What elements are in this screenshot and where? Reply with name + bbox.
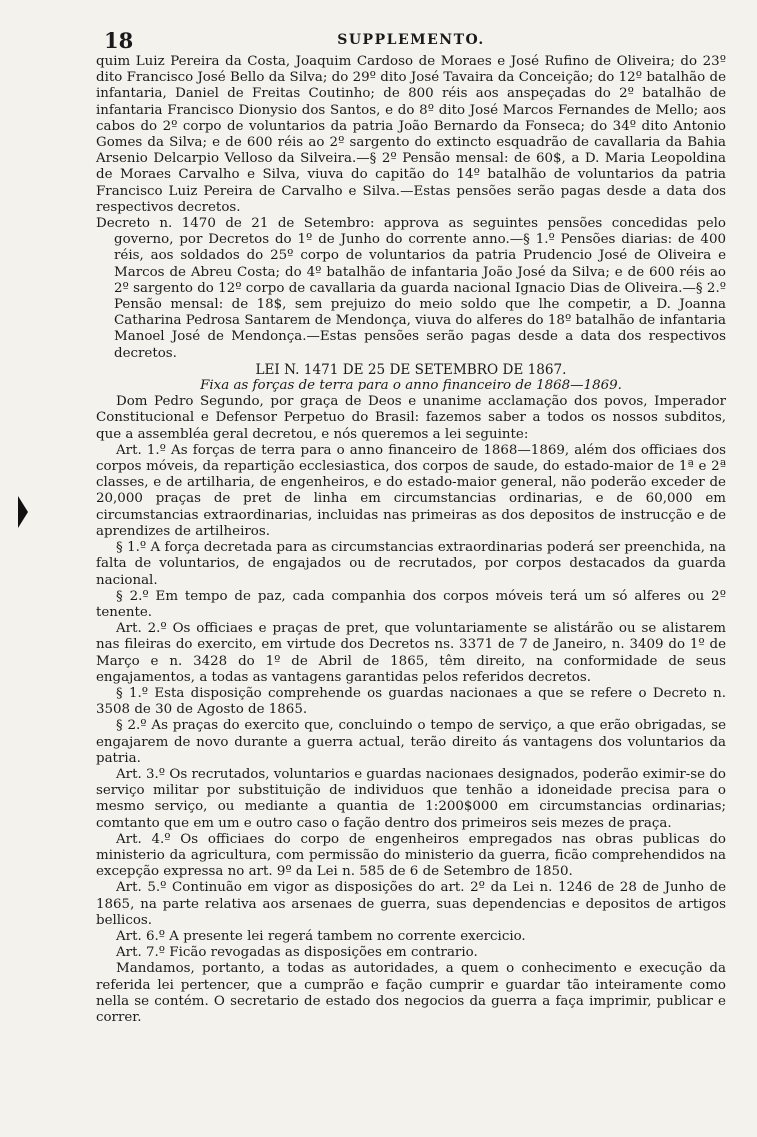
law-title: LEI N. 1471 DE 25 DE SETEMBRO DE 1867. [255,361,567,378]
paragraph-art-2-par-1: § 1.º Esta disposição comprehende os guardas nacionaes a que se refere o Decreto n. 3508 de 30 de Agosto de 1865. [96,685,726,718]
paragraph-art-1-par-2: § 2.º Em tempo de paz, cada companhia dos corpos móveis terá um só alferes ou 2º tenente. [96,588,726,620]
paragraph-closing: Mandamos, portanto, a todas as autoridades, a quem o conhecimento e execução da referida lei pertencer, que a cumprão e fação cumprir e guardar tão inteiramente como nella se contém. O secretario de estado dos negocios da guerra a faça imprimir, publicar e correr. [96,961,726,1025]
paragraph-art-6: Art. 6.º A presente lei regerá tambem no corrente exercicio. [116,928,526,944]
page-header [96,28,726,54]
paragraph-art-2-par-2: § 2.º As praças do exercito que, concluindo o tempo de serviço, a que erão obrigadas, se engajarem de novo durante a guerra actual, terão direito ás vantagens dos voluntarios da patria. [96,718,726,766]
law-ementa: Fixa as forças de terra para o anno financeiro de 1868—1869. [200,378,622,394]
paragraph-decreto-1470: Decreto n. 1470 de 21 de Setembro: approva as seguintes pensões concedidas pelo governo, por Decretos do 1º de Junho do corrente anno.—§ 1.º Pensões diarias: de 400 réis, aos soldados do 25º corpo de voluntarios da patria Prudencio José de Oliveira e Marcos de Abreu Costa; do 4º batalhão de infantaria João José da Silva; e de 600 réis ao 2º sargento do 12º corpo de cavallaria da guarda nacional Ignacio Dias de Oliveira.—§ 2.º Pensão mensal: de 18$, sem prejuizo do meio soldo que lhe competir, a D. Joanna Catharina Pedrosa Santarem de Mendonça, viuva do alferes do 18º batalhão de infantaria Manoel José de Mendonça.—Estas pensões serão pagas desde a data dos respectivos decretos. [96,216,726,361]
page-number: 18 [104,28,134,53]
body-text [96,54,726,1026]
running-title: SUPPLEMENTO. [337,32,485,48]
page [96,28,726,1026]
paragraph-continuation: quim Luiz Pereira da Costa, Joaquim Cardoso de Moraes e José Rufino de Oliveira; do 23º dito Francisco José Bello da Silva; do 29º dito José Tavaira da Conceição; do 12º batalhão de infantaria, Daniel de Freitas Coutinho; de 800 réis aos anspeçadas do 2º batalhão de infantaria Francisco Dionysio dos Santos, e do 8º dito José Marcos Fernandes de Mello; aos cabos do 2º corpo de voluntarios da patria João Bernardo da Fonseca; do 34º dito Antonio Gomes da Silva; e de 600 réis ao 2º sargento do extincto esquadrão de cavallaria da Bahia Arsenio Delcarpio Velloso da Silveira.—§ 2º Pensão mensal: de 60$, a D. Maria Leopoldina de Moraes Carvalho e Silva, viuva do capitão do 14º batalhão de voluntarios da patria Francisco Luiz Pereira de Carvalho e Silva.—Estas pensões serão pagas desde a data dos respectivos decretos. [96,54,726,215]
paragraph-art-3: Art. 3.º Os recrutados, voluntarios e guardas nacionaes designados, poderão eximir-se do serviço militar por substituição de individuos que tenhão a idoneidade precisa para o mesmo serviço, ou mediante a quantia de 1:200$000 em circumstancias ordinarias; comtanto que em um e outro caso o fação dentro dos primeiros seis mezes de praça. [96,766,726,831]
paragraph-art-2: Art. 2.º Os officiaes e praças de pret, que voluntariamente se alistárão ou se alistarem nas fileiras do exercito, em virtude dos Decretos ns. 3371 de 7 de Janeiro, n. 3409 do 1º de Março e n. 3428 do 1º de Abril de 1865, têm direito, na conformidade de seus engajamentos, a todas as vantagens garantidas pelos referidos decretos. [96,621,726,685]
paragraph-art-7: Art. 7.º Ficão revogadas as disposições em contrario. [116,945,478,961]
paragraph-art-4: Art. 4.º Os officiaes do corpo de engenheiros empregados nas obras publicas do ministerio da agricultura, com permissão do ministerio da guerra, ficão comprehendidos na excepção expressa no art. 9º da Lei n. 585 de 6 de Setembro de 1850. [96,831,726,880]
paragraph-preamble: Dom Pedro Segundo, por graça de Deos e unanime acclamação dos povos, Imperador Constitucional e Defensor Perpetuo do Brasil: fazemos saber a todos os nossos subditos, que a assembléa geral decretou, e nós queremos a lei seguinte: [96,394,726,442]
paragraph-art-1-par-1: § 1.º A força decretada para as circumstancias extraordinarias poderá ser preenchida, na falta de voluntarios, de engajados ou de recrutados, por corpos destacados da guarda nacional. [96,540,726,588]
margin-mark [18,496,28,528]
paragraph-art-5: Art. 5.º Continuão em vigor as disposições do art. 2º da Lei n. 1246 de 28 de Junho de 1865, na parte relativa aos arsenaes de guerra, suas dependencias e depositos de artigos bellicos. [96,880,726,928]
paragraph-art-1: Art. 1.º As forças de terra para o anno financeiro de 1868—1869, além dos officiaes dos corpos móveis, da repartição ecclesiastica, dos corpos de saude, do estado-maior de 1ª e 2ª classes, e de artilharia, de engenheiros, e do estado-maior general, não poderão exceder de 20,000 praças de pret de linha em circumstancias ordinarias, e de 60,000 em circumstancias extraordinarias, incluidas nas primeiras as dos depositos de instrucção e de aprendizes de artilheiros. [96,442,726,539]
